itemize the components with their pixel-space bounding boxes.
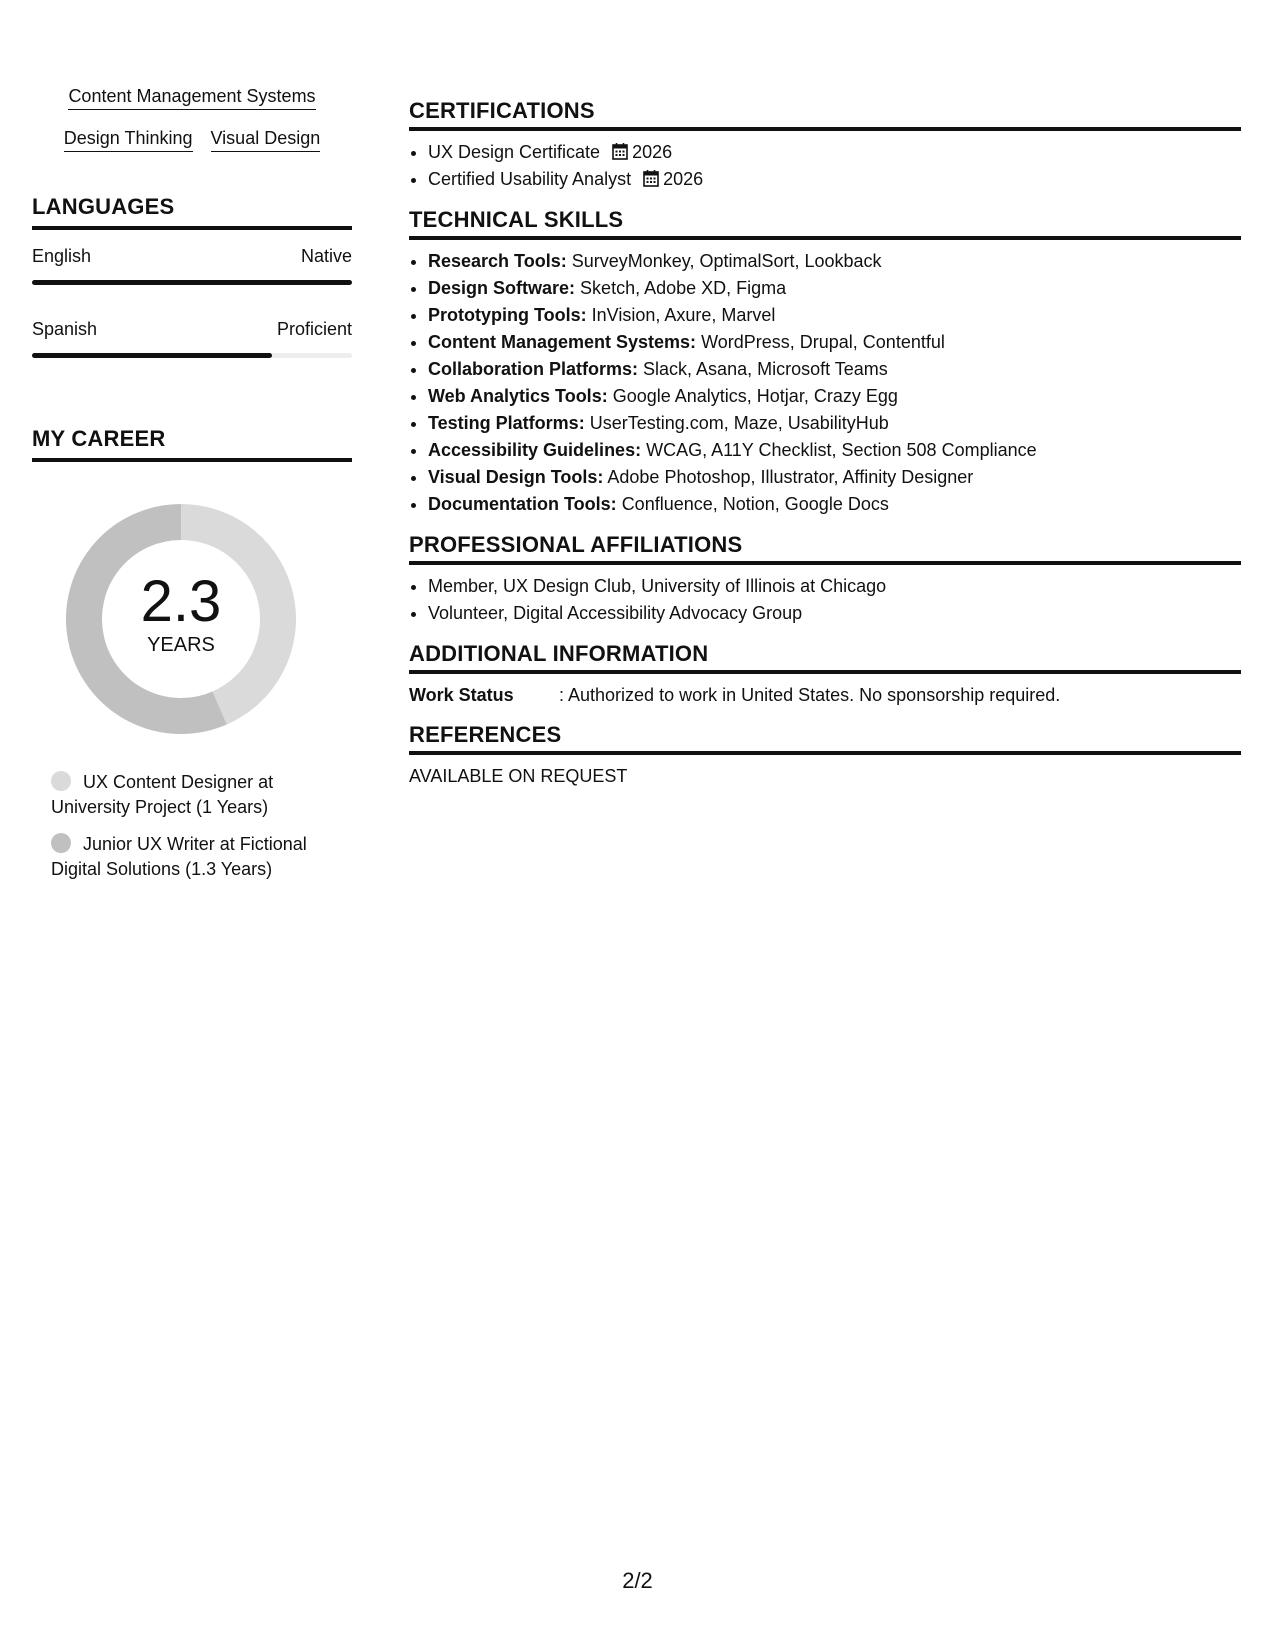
career-donut-center bbox=[66, 504, 296, 734]
technical-skill-value: WordPress, Drupal, Contentful bbox=[701, 332, 945, 352]
technical-skill-label: Accessibility Guidelines: bbox=[428, 440, 642, 460]
technical-skill-label: Visual Design Tools: bbox=[428, 467, 604, 487]
technical-skill-item bbox=[428, 383, 1241, 410]
certification-item bbox=[428, 166, 1241, 193]
affiliations-heading: PROFESSIONAL AFFILIATIONS bbox=[409, 532, 1241, 565]
calendar-icon bbox=[643, 169, 659, 187]
career-legend-item bbox=[51, 832, 341, 882]
language-name: Spanish bbox=[32, 319, 98, 339]
technical-skill-value: UserTesting.com, Maze, UsabilityHub bbox=[589, 413, 889, 433]
technical-skill-item bbox=[428, 410, 1241, 437]
career-total-years: 2.3 bbox=[140, 568, 222, 634]
skill-tag: Design Thinking bbox=[64, 128, 193, 152]
technical-skill-value: Slack, Asana, Microsoft Teams bbox=[643, 359, 888, 379]
career-legend-item bbox=[51, 770, 341, 820]
technical-skill-item bbox=[428, 248, 1241, 275]
certification-item bbox=[428, 139, 1241, 166]
technical-skill-label: Documentation Tools: bbox=[428, 494, 617, 514]
certification-name: Certified Usability Analyst bbox=[428, 169, 632, 189]
affiliations-list bbox=[409, 573, 1241, 627]
technical-skill-item bbox=[428, 329, 1241, 356]
work-status-value: : Authorized to work in United States. No sponsorship required. bbox=[559, 685, 1061, 705]
skill-tag-row bbox=[32, 128, 352, 152]
technical-skills-list bbox=[409, 248, 1241, 518]
technical-skill-item bbox=[428, 356, 1241, 383]
technical-skill-value: WCAG, A11Y Checklist, Section 508 Compliance bbox=[646, 440, 1037, 460]
career-heading: MY CAREER bbox=[32, 426, 352, 462]
career-total-unit: YEARS bbox=[147, 633, 215, 656]
language-proficiency-bar bbox=[32, 280, 352, 285]
certification-year: 2026 bbox=[663, 169, 704, 189]
language-proficiency-bar bbox=[32, 353, 352, 358]
technical-skill-label: Testing Platforms: bbox=[428, 413, 585, 433]
technical-skill-item bbox=[428, 275, 1241, 302]
page-number: 2/2 bbox=[622, 1568, 653, 1593]
legend-dot bbox=[51, 771, 71, 791]
career-donut bbox=[66, 504, 296, 734]
technical-skill-item bbox=[428, 464, 1241, 491]
technical-skill-item bbox=[428, 302, 1241, 329]
calendar-icon bbox=[612, 142, 628, 160]
technical-skill-value: Google Analytics, Hotjar, Crazy Egg bbox=[612, 386, 898, 406]
language-level: Native bbox=[300, 246, 352, 266]
technical-skill-item bbox=[428, 437, 1241, 464]
technical-skill-label: Prototyping Tools: bbox=[428, 305, 587, 325]
skill-tags bbox=[32, 86, 352, 152]
technical-skill-label: Web Analytics Tools: bbox=[428, 386, 608, 406]
affiliation-item: • Volunteer, Digital Accessibility Advocacy Group bbox=[428, 600, 1241, 627]
languages-heading: LANGUAGES bbox=[32, 194, 352, 230]
certifications-heading: CERTIFICATIONS bbox=[409, 98, 1241, 131]
languages-list bbox=[32, 244, 352, 358]
language-proficiency-fill bbox=[32, 353, 272, 358]
language-proficiency-fill bbox=[32, 280, 352, 285]
technical-skill-label: Collaboration Platforms: bbox=[428, 359, 639, 379]
technical-skill-item bbox=[428, 491, 1241, 518]
work-status-row bbox=[409, 682, 1241, 708]
legend-dot bbox=[51, 833, 71, 853]
technical-skill-label: Design Software: bbox=[428, 278, 576, 298]
technical-skill-value: InVision, Axure, Marvel bbox=[591, 305, 776, 325]
additional-info-heading: ADDITIONAL INFORMATION bbox=[409, 641, 1241, 674]
references-text: AVAILABLE ON REQUEST bbox=[409, 766, 628, 786]
technical-skill-value: Adobe Photoshop, Illustrator, Affinity Designer bbox=[607, 467, 974, 487]
career-legend bbox=[51, 770, 341, 882]
skill-tag: Content Management Systems bbox=[68, 86, 315, 110]
language-item bbox=[32, 317, 352, 358]
right-column bbox=[409, 98, 1241, 789]
language-level: Proficient bbox=[276, 319, 352, 339]
technical-skill-label: Research Tools: bbox=[428, 251, 567, 271]
left-column bbox=[32, 86, 352, 894]
technical-skill-value: SurveyMonkey, OptimalSort, Lookback bbox=[571, 251, 882, 271]
work-status-label: Work Status bbox=[409, 685, 514, 705]
technical-skill-value: Confluence, Notion, Google Docs bbox=[621, 494, 889, 514]
skill-tag: Visual Design bbox=[211, 128, 321, 152]
technical-skill-value: Sketch, Adobe XD, Figma bbox=[580, 278, 787, 298]
technical-skill-label: Content Management Systems: bbox=[428, 332, 697, 352]
language-item bbox=[32, 244, 352, 285]
language-name: English bbox=[32, 246, 92, 266]
legend-label: UX Content Designer at University Project (1 Years) bbox=[51, 772, 274, 817]
references-heading: REFERENCES bbox=[409, 722, 1241, 755]
certifications-list bbox=[409, 139, 1241, 193]
certification-name: UX Design Certificate bbox=[428, 142, 601, 162]
skill-tag-row bbox=[32, 86, 352, 110]
certification-year: 2026 bbox=[632, 142, 673, 162]
legend-label: Junior UX Writer at Fictional Digital Solutions (1.3 Years) bbox=[51, 834, 307, 879]
technical-skills-heading: TECHNICAL SKILLS bbox=[409, 207, 1241, 240]
affiliation-item: • Member, UX Design Club, University of Illinois at Chicago bbox=[428, 573, 1241, 600]
